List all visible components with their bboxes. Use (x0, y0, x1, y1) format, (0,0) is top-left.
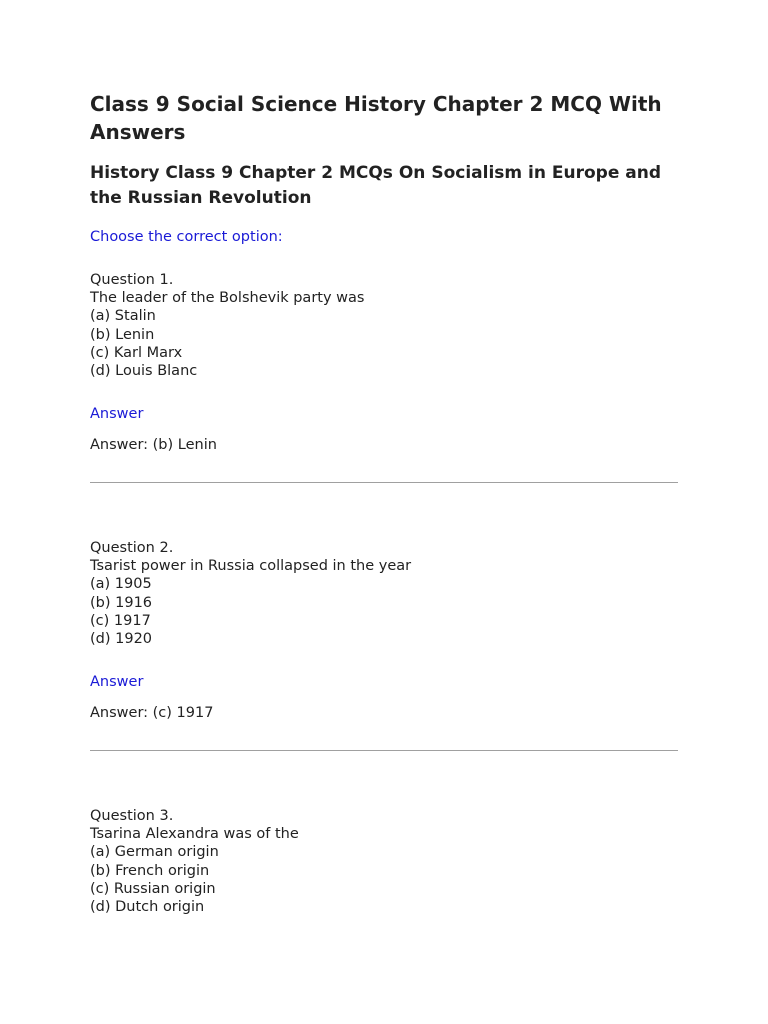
option-c: (c) Karl Marx (90, 344, 183, 361)
option-c: (c) Russian origin (90, 880, 216, 897)
instruction-text: Choose the correct option: (90, 229, 283, 245)
answer-toggle-link[interactable]: Answer (90, 406, 144, 422)
option-b: (b) 1916 (90, 594, 153, 611)
option-a: (a) 1905 (90, 576, 152, 593)
option-d: (d) Dutch origin (90, 899, 205, 916)
answer-text: Answer: (c) 1917 (90, 705, 214, 721)
answer-toggle-link[interactable]: Answer (90, 674, 144, 690)
answer-text: Answer: (b) Lenin (90, 437, 217, 453)
question-block-2 (90, 539, 690, 721)
option-d: (d) Louis Blanc (90, 363, 198, 380)
option-c: (c) 1917 (90, 612, 151, 629)
question-number: Question 1. (90, 272, 174, 288)
option-b: (b) French origin (90, 862, 210, 879)
question-block-3 (90, 807, 690, 916)
option-b: (b) Lenin (90, 326, 155, 343)
option-d: (d) 1920 (90, 631, 153, 648)
divider (90, 750, 678, 751)
option-a: (a) Stalin (90, 308, 156, 325)
question-text: The leader of the Bolshevik party was (90, 290, 365, 307)
question-block-1 (90, 271, 690, 453)
question-number: Question 2. (90, 540, 174, 556)
option-a: (a) German origin (90, 844, 219, 861)
divider (90, 482, 678, 483)
question-number: Question 3. (90, 808, 174, 824)
page-subtitle: History Class 9 Chapter 2 MCQs On Socialism in Europe and the Russian Revolution (90, 163, 662, 208)
question-text: Tsarina Alexandra was of the (90, 826, 299, 843)
page-title: Class 9 Social Science History Chapter 2 MCQ With Answers (90, 92, 662, 144)
question-text: Tsarist power in Russia collapsed in the year (90, 558, 412, 575)
